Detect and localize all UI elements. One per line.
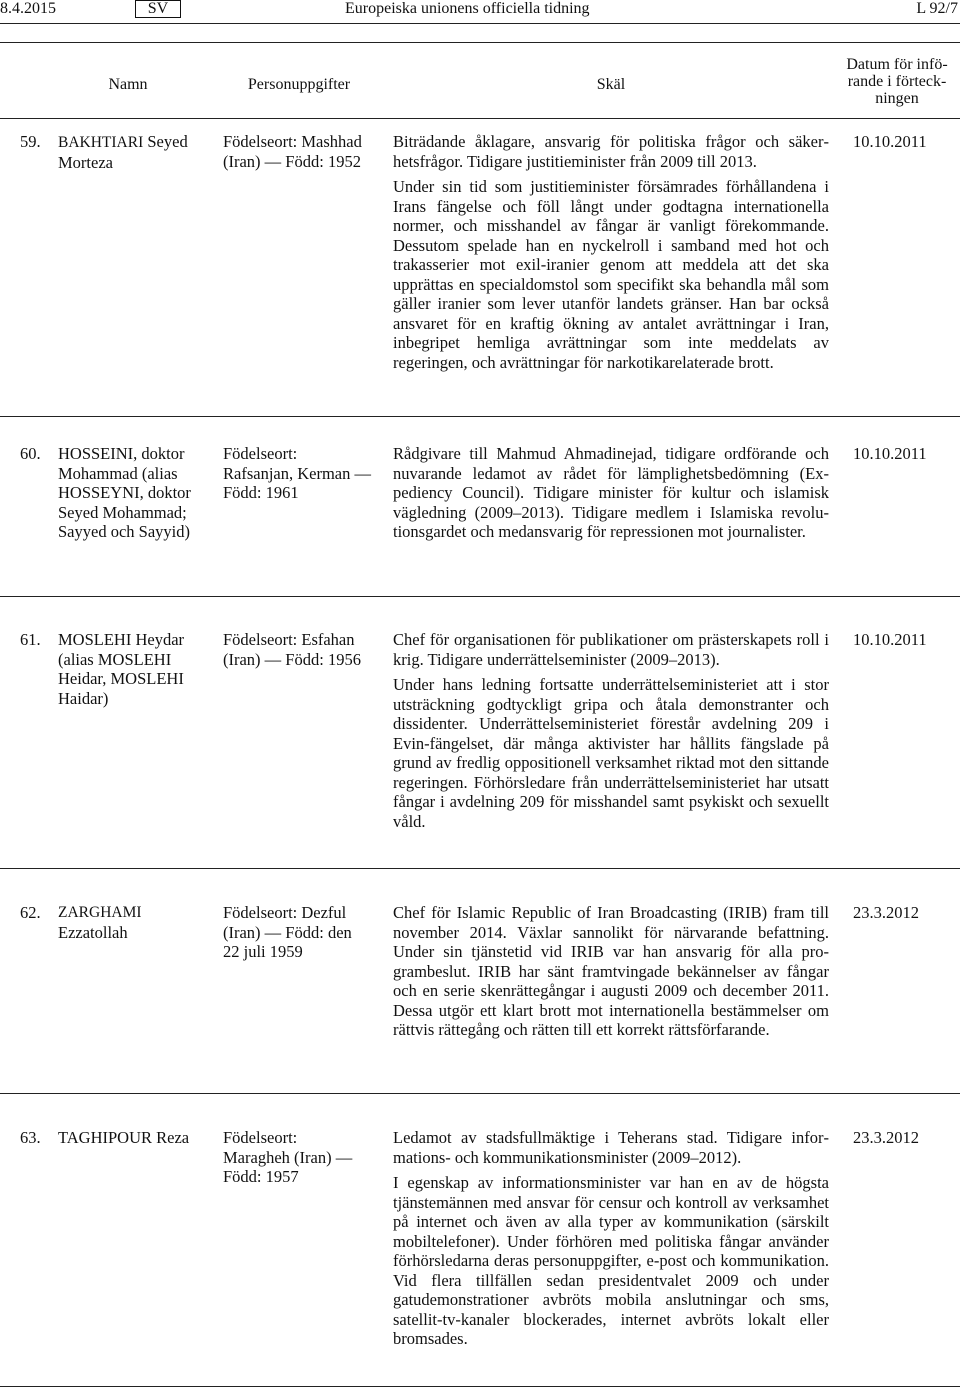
reason-paragraph: Chef för organisationen för publikationer om prästerskapets roll i krig. Tidigare underrättelseminister (2009–2013). [393, 630, 829, 669]
name-line: MOSLEHI Heydar [58, 630, 185, 649]
name-line: Ezzatollah [58, 922, 128, 942]
entry-date: 23.3.2012 [853, 903, 919, 922]
name-line: Mohammad (alias [58, 463, 178, 483]
name-line: Heidar, MOSLEHI [58, 669, 184, 688]
column-header-reasons: Skäl [596, 76, 626, 93]
personal-line: Födelseort: Esfahan [223, 630, 355, 649]
reason-paragraph: I egenskap av informationsminister var han en av de högsta tjänstemännen med ansvar för censur och kontroll av verksamhet på internet och även av alla typer av kommunikation (särskilt mobiltelefoner). Under förhören med politiska fångar använder förhörsledarna deras personuppgifter, e-post och kommunikation. Vid flera tillfällen sedan presidentvalet 2009 och under gatudemonstrationer avbröts mobila anslutningar och sms, satellit-tv-kanaler blockerades, internet avbröts lokalt eller bromsades. [393, 1173, 829, 1348]
personal-line: Född: 1961 [223, 483, 299, 502]
column-header-name: Namn [108, 76, 148, 93]
name-line: Haidar) [58, 688, 109, 708]
entry-date: 23.3.2012 [853, 1128, 919, 1147]
entry-name [58, 630, 198, 708]
entry-given-name: Seyed Morteza [58, 132, 188, 172]
entry-reasons [393, 444, 829, 548]
column-header-personal: Personuppgifter [247, 76, 351, 93]
reason-paragraph: Biträdande åklagare, ansvarig för politiska frågor och säkerhetsfrågor. Tidigare justitieminister från 2009 till 2013. [393, 132, 829, 171]
entry-reasons [393, 630, 829, 837]
entry-personal-data [223, 444, 375, 503]
entry-name [58, 903, 198, 942]
entry-number: 62. [20, 903, 41, 922]
personal-line: Födelseort: [223, 1128, 298, 1147]
row-divider [0, 1093, 960, 1094]
row-divider [0, 868, 960, 869]
entry-number: 63. [20, 1128, 41, 1147]
entry-number: 59. [20, 132, 41, 151]
row-divider [0, 596, 960, 597]
reason-paragraph: Under sin tid som justitieminister försämrades förhållandena i Irans fängelse och föll långt under godtagna internationella normer, och misshandel av fångar är vanligt förekommande. Dessutom spelade han en nyckelroll i samband med hot och trakasserier mot exil-iranier genom att meddela att det ska upprättas en specialdomstol som specifikt ska behandla mål som gäller iranier som lever utanför landets gränser. Han bar också ansvaret för en kraftig ökning av antalet avrättningar i Iran, inbegripet hemliga avrättningar som inte meddelats av regeringen, och avrättningar för narkotikarelaterade brott. [393, 177, 829, 372]
table-top-rule [0, 42, 960, 43]
table-bottom-rule [0, 1386, 960, 1387]
entry-reasons [393, 132, 829, 378]
issue-date: 8.4.2015 [0, 0, 56, 17]
name-line: (alias MOSLEHI [58, 649, 172, 669]
name-line: Seyed Mohammad; [58, 502, 187, 522]
entry-number: 61. [20, 630, 41, 649]
page-header [0, 0, 960, 20]
entry-number: 60. [20, 444, 41, 463]
journal-title: Europeiska unionens officiella tidning [345, 0, 590, 17]
entry-date: 10.10.2011 [853, 630, 927, 649]
personal-line: Födelseort: Dezful [223, 903, 347, 922]
personal-line: Rafsanjan, Kerman — [223, 463, 371, 483]
entry-name [58, 1128, 198, 1148]
personal-line: Födelseort: Mashhad [223, 132, 362, 151]
name-line: TAGHIPOUR Reza [58, 1128, 190, 1147]
page-number: L 92/7 [916, 0, 958, 17]
entry-personal-data [223, 630, 375, 669]
entry-reasons [393, 903, 829, 1046]
column-header-date: Datum för infö- rande i förteck- ningen [846, 56, 948, 107]
entry-date: 10.10.2011 [853, 132, 927, 151]
reason-paragraph: Rådgivare till Mahmud Ahmadinejad, tidigare ordförande och nuvarande ledamot av rådet för lämplighetsbedömning (Expediency Council). Tidigare minister för kultur och islamisk vägledning (2009–2013). Tidigare medlem i Islamiska revolutionsgardet och medansvarig för repressionen mot journalister. [393, 444, 829, 541]
entry-personal-data [223, 132, 375, 171]
entry-name [58, 444, 198, 542]
column-headers [0, 56, 960, 116]
header-bottom-rule [0, 118, 960, 119]
personal-line: (Iran) — Född: 1956 [223, 649, 361, 669]
reason-paragraph: Under hans ledning fortsatte underrättelseministeriet att i stor utsträckning godtyckligt gripa och åtala demonstranter och dissidenter. Underrättelseministeriet förestår avdelning 209 i Evin-fängelset, där många aktivister har hållits fängslade på grund av fredlig oppositionell verksamhet riktad mot den sittande regeringen. Förhörsledare från underrättelseministeriet har utsatt fångar i avdelning 209 för misshandel samt psykiskt och sexuellt våld. [393, 675, 829, 831]
entry-personal-data [223, 903, 375, 962]
row-divider [0, 416, 960, 417]
personal-line: Maragheh (Iran) — [223, 1147, 353, 1167]
entry-date: 10.10.2011 [853, 444, 927, 463]
personal-line: 22 juli 1959 [223, 942, 303, 961]
personal-line: Född: 1957 [223, 1167, 299, 1186]
entry-personal-data [223, 1128, 375, 1187]
personal-line: Födelseort: [223, 444, 298, 463]
name-line: Sayyed och Sayyid) [58, 522, 190, 541]
reason-paragraph: Chef för Islamic Republic of Iran Broadcasting (IRIB) fram till november 2014. Växlar sannolikt för närvarande befattning. Under sin tjänstetid vid IRIB var han ansvarig för alla programbeslut. IRIB har sänt framtvingade bekännelser av fångar och en serie skenrättegångar i augusti 2009 och december 2011. Dessa utgör ett klart brott mot internationella bestämmelser om rättvis rättegång och rätten till ett korrekt rättsförfarande. [393, 903, 829, 1039]
name-line: HOSSEINI, doktor [58, 444, 185, 463]
personal-line: (Iran) — Född: den [223, 922, 352, 942]
entry-surname: BAKHTIARI [58, 134, 144, 151]
name-line: HOSSEYNI, doktor [58, 483, 191, 502]
reason-paragraph: Ledamot av stadsfullmäktige i Teherans stad. Tidigare informations- och kommunikationsminister (2009–2012). [393, 1128, 829, 1167]
header-rule [0, 23, 960, 24]
entry-reasons [393, 1128, 829, 1355]
name-line: ZARGHAMI [58, 904, 142, 921]
personal-line: (Iran) — Född: 1952 [223, 151, 361, 171]
entry-name [58, 132, 198, 172]
language-code: SV [135, 0, 181, 18]
